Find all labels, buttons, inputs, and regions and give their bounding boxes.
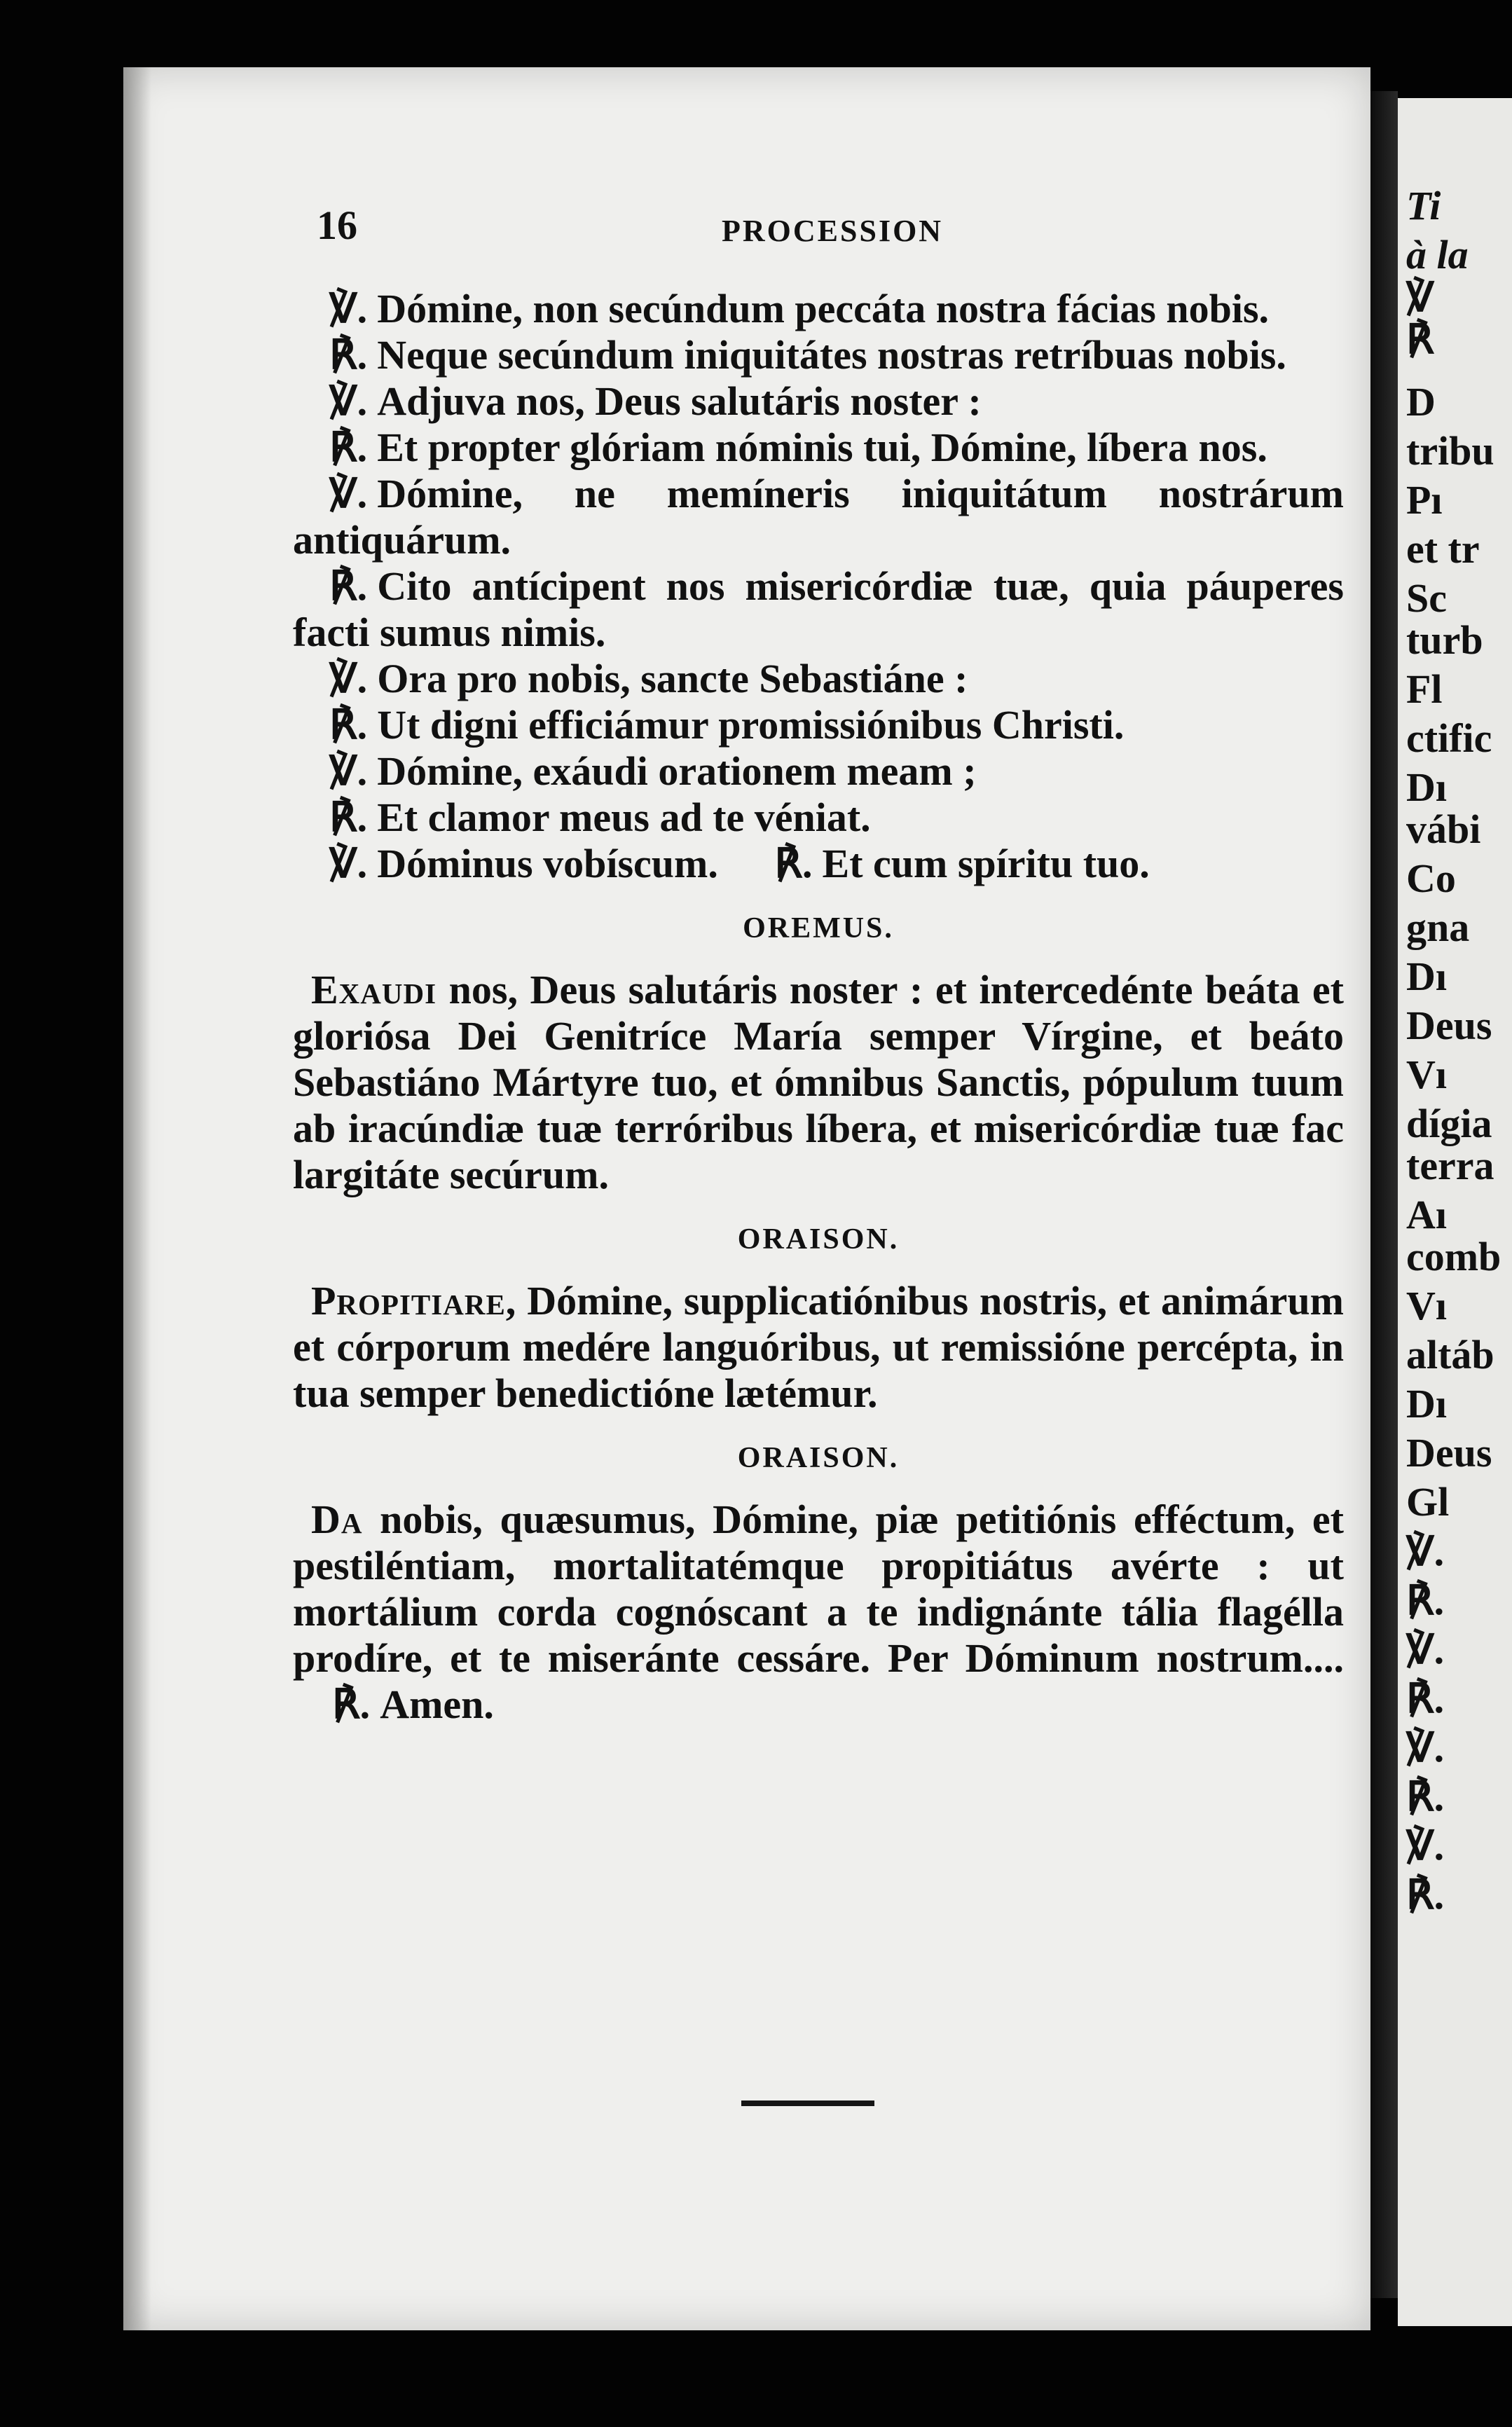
response	[293, 425, 1344, 471]
main-text	[293, 286, 1344, 1728]
facing-page-fragment: ℣.	[1406, 1529, 1445, 1574]
oraison-heading: ORAISON.	[737, 1442, 900, 1474]
running-title: PROCESSION	[722, 214, 944, 248]
facing-page-fragment: ℣.	[1406, 1725, 1445, 1771]
response-symbol: ℟.	[329, 795, 368, 840]
versicle	[293, 378, 1344, 425]
oraison-heading: ORAISON.	[737, 1223, 900, 1256]
facing-page-fragment: ℣.	[1406, 1627, 1445, 1672]
versicle	[293, 748, 1344, 795]
prayer-exaudi	[293, 967, 1344, 1198]
verse-text: Adjuva nos, Deus salutáris noster :	[377, 378, 982, 424]
facing-page-fragment: Aı	[1406, 1192, 1447, 1237]
response-symbol: ℟.	[774, 841, 813, 886]
facing-page-fragment: gna	[1406, 905, 1470, 950]
verse-text: Et clamor meus ad te véniat.	[377, 795, 871, 840]
versicle-symbol: ℣.	[329, 471, 368, 516]
facing-page-fragment: Vı	[1406, 1283, 1447, 1328]
versicle-symbol: ℣.	[329, 378, 368, 424]
facing-page-fragment: Fl	[1406, 666, 1443, 712]
versicle-list	[293, 286, 1344, 841]
versicle-symbol: ℣.	[329, 656, 368, 701]
facing-page-fragment: Pı	[1406, 477, 1443, 523]
facing-page-fragment: Deus	[1406, 1430, 1492, 1476]
facing-page-fragment: ℣	[1406, 275, 1434, 320]
facing-page-fragment: ℟.	[1406, 1774, 1445, 1820]
facing-page-fragment: à la	[1406, 232, 1469, 277]
verse-text: Ut digni efficiámur promissiónibus Christi.	[377, 702, 1125, 748]
facing-page-fragment: D	[1406, 379, 1436, 425]
verse-text: Cito antícipent nos misericórdiæ tuæ, quia páuperes facti sumus nimis.	[293, 563, 1344, 655]
prayer-text: nos, Deus salutáris noster : et intercedénte beáta et gloriósa Dei Genitríce María semper Vírgine, et beáto Sebastiáno Mártyre tuo, et ómnibus Sanctis, pópulum tuum ab iracúndiæ tuæ terróribus líbera, et misericórdiæ tuæ fac largitáte secúrum.	[293, 967, 1344, 1197]
facing-page-fragment: altáb	[1406, 1332, 1494, 1377]
versicle	[293, 286, 1344, 332]
facing-page-fragment: Dı	[1406, 764, 1447, 810]
verse-text: Dómine, non secúndum peccáta nostra fácias nobis.	[377, 286, 1270, 331]
facing-page-fragment: Co	[1406, 855, 1456, 901]
response	[293, 795, 1344, 841]
prayer-text: nobis, quæsumus, Dómine, piæ petitiónis efféctum, et pestiléntiam, mortalitatémque propitiátus avérte : ut mortálium corda cognóscant a te indignánte tália flagélla prodíre, et te miseránte cessáre. Per Dóminum nostrum....	[293, 1497, 1344, 1681]
verse-text: Dómine, ne memíneris iniquitátum nostrárum antiquárum.	[293, 471, 1344, 563]
response-symbol: ℟.	[329, 702, 368, 748]
verse-text: Et propter glóriam nóminis tui, Dómine, líbera nos.	[377, 425, 1267, 470]
facing-page-fragment: dígia	[1406, 1101, 1492, 1146]
final-versicle-text: Dóminus vobíscum.	[377, 841, 718, 886]
facing-page-fragment: ℣.	[1406, 1823, 1445, 1869]
facing-page-fragment: comb	[1406, 1234, 1501, 1279]
prayer-da-nobis	[293, 1497, 1344, 1728]
facing-page-fragment: Gl	[1406, 1479, 1450, 1525]
response-symbol: ℟.	[329, 563, 368, 609]
facing-page-fragment: ℟.	[1406, 1676, 1445, 1721]
response-symbol: ℟.	[332, 1682, 371, 1727]
facing-page-fragment: Sc	[1406, 575, 1447, 621]
facing-page-fragment: et tr	[1406, 526, 1480, 572]
final-response-text: Et cum spíritu tuo.	[822, 841, 1150, 886]
versicle-symbol: ℣.	[329, 748, 368, 794]
versicle	[293, 656, 1344, 702]
facing-page-fragment: Dı	[1406, 1381, 1447, 1426]
facing-page	[1398, 98, 1512, 2326]
prayer-initial: Exaudi	[311, 967, 437, 1012]
verse-text: Neque secúndum iniquitátes nostras retríbuas nobis.	[377, 332, 1286, 378]
response	[293, 702, 1344, 748]
facing-page-fragment: ctific	[1406, 715, 1492, 761]
facing-page-fragment: tribu	[1406, 428, 1494, 474]
prayer-text: , Dómine, supplicatiónibus nostris, et animárum et córporum medére languóribus, ut remissióne percépta, in tua semper benedictióne lætémur.	[293, 1278, 1344, 1416]
facing-page-fragment: Vı	[1406, 1052, 1447, 1097]
facing-page-fragment: Deus	[1406, 1003, 1492, 1048]
final-versicle	[293, 841, 1344, 887]
facing-page-fragment: turb	[1406, 617, 1483, 663]
facing-page-fragment: Dı	[1406, 954, 1447, 999]
verse-text: Ora pro nobis, sancte Sebastiáne :	[377, 656, 968, 701]
end-rule	[741, 2101, 874, 2106]
facing-page-fragment: vábi	[1406, 806, 1481, 852]
facing-page-fragment: ℟	[1406, 317, 1434, 362]
prayer-propitiare	[293, 1278, 1344, 1417]
prayer-initial: Da	[311, 1497, 363, 1542]
facing-page-fragment: terra	[1406, 1143, 1494, 1188]
versicle	[293, 471, 1344, 563]
prayer-initial: Propitiare	[311, 1278, 506, 1323]
facing-page-fragment: Ti	[1406, 183, 1441, 228]
response	[293, 332, 1344, 378]
oremus-heading: OREMUS.	[743, 912, 894, 944]
facing-page-fragment: ℟.	[1406, 1578, 1445, 1623]
page-number: 16	[317, 202, 357, 248]
facing-page-fragment: ℟.	[1406, 1872, 1445, 1918]
versicle-symbol: ℣.	[329, 841, 368, 886]
response-symbol: ℟.	[329, 332, 368, 378]
verse-text: Dómine, exáudi orationem meam ;	[377, 748, 977, 794]
versicle-symbol: ℣.	[329, 286, 368, 331]
amen-text: Amen.	[380, 1682, 494, 1727]
response	[293, 563, 1344, 656]
response-symbol: ℟.	[329, 425, 368, 470]
